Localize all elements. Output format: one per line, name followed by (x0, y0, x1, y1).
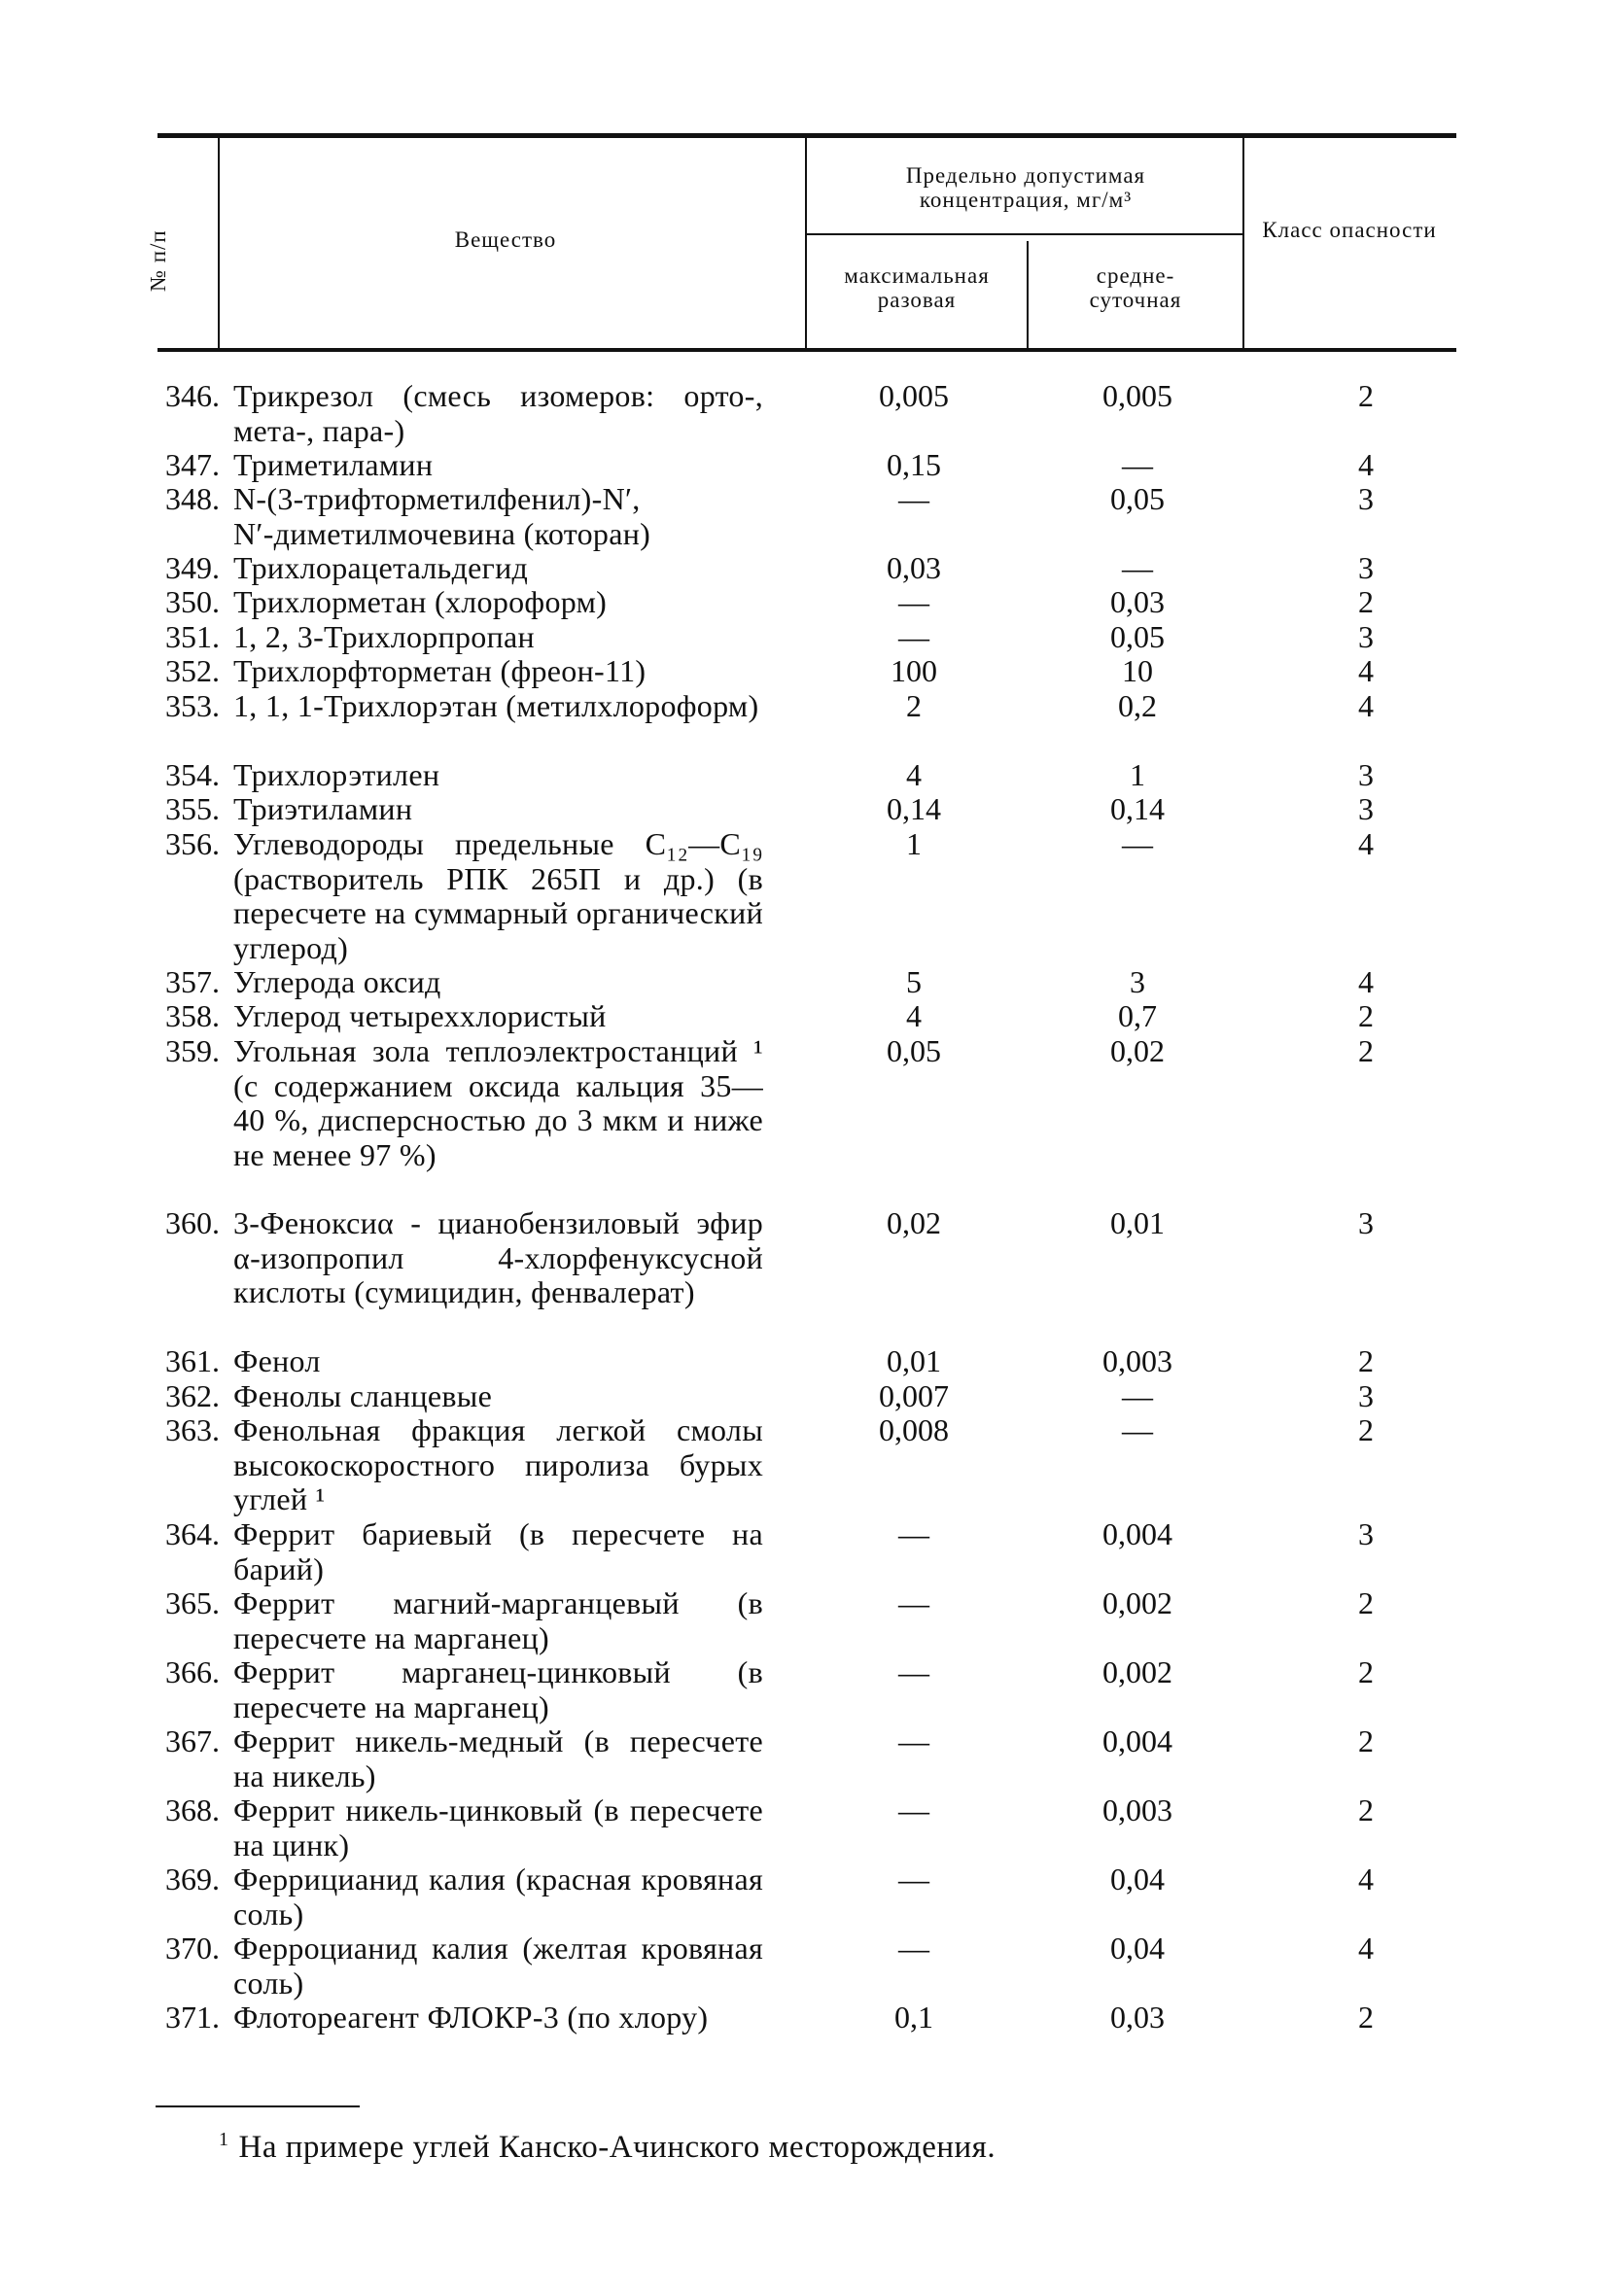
hazard-class: 2 (1358, 1343, 1374, 1378)
avg-value: — (1122, 1412, 1153, 1447)
max-value: 0,1 (894, 2000, 933, 2035)
max-value: — (898, 1516, 929, 1551)
pdk-subheader-rule (805, 233, 1242, 235)
hazard-class: 3 (1358, 1516, 1374, 1551)
hazard-class: 4 (1358, 688, 1374, 723)
max-value: — (898, 1585, 929, 1620)
avg-value: 0,002 (1102, 1585, 1172, 1620)
substance-name: Углеводороды предельные C₁₂—C₁₉ (растворитель РПК 265П и др.) (в пересчете на суммарный органический углерод) (233, 826, 763, 965)
avg-value: 0,03 (1110, 2000, 1165, 2035)
hazard-class: 3 (1358, 1205, 1374, 1240)
row-number: 351. (165, 619, 220, 654)
row-number: 359. (165, 1033, 220, 1068)
avg-value: — (1122, 550, 1153, 585)
hazard-class: 3 (1358, 757, 1374, 792)
row-number: 357. (165, 964, 220, 999)
substance-name: Фенол (233, 1343, 321, 1378)
row-number: 364. (165, 1516, 220, 1551)
header-divider-4 (1242, 138, 1244, 348)
avg-value: 0,04 (1110, 1861, 1165, 1896)
avg-value: 0,05 (1110, 481, 1165, 516)
hazard-class: 2 (1358, 998, 1374, 1033)
max-value: 5 (906, 964, 922, 999)
row-number: 368. (165, 1792, 220, 1827)
max-value: 0,15 (887, 447, 941, 482)
hazard-class: 3 (1358, 1378, 1374, 1413)
avg-value: — (1122, 826, 1153, 861)
avg-value: 0,005 (1102, 378, 1172, 413)
max-value: 4 (906, 998, 922, 1033)
header-divider-2 (805, 138, 807, 348)
substance-column-header: Вещество (454, 227, 557, 252)
substance-name: Флотореагент ФЛОКР-3 (по хлору) (233, 2000, 709, 2035)
row-number: 360. (165, 1205, 220, 1240)
max-value: — (898, 1792, 929, 1827)
footnote-rule (156, 2105, 360, 2107)
max-value: — (898, 481, 929, 516)
row-number: 354. (165, 757, 220, 792)
row-number: 362. (165, 1378, 220, 1413)
avg-value: 0,7 (1118, 998, 1157, 1033)
avg-value: — (1122, 447, 1153, 482)
hazard-class: 3 (1358, 481, 1374, 516)
max-value: 0,008 (879, 1412, 949, 1447)
max-value: — (898, 619, 929, 654)
max-value: — (898, 1861, 929, 1896)
row-number: 358. (165, 998, 220, 1033)
row-number: 347. (165, 447, 220, 482)
max-value: 0,02 (887, 1205, 941, 1240)
substance-name: Триметиламин (233, 447, 434, 482)
row-number: 361. (165, 1343, 220, 1378)
number-column-header: № п/п (146, 229, 170, 292)
footnote-mark: 1 (219, 2129, 229, 2150)
footnote (219, 2129, 996, 2166)
hazard-class: 2 (1358, 584, 1374, 619)
avg-value: 0,01 (1110, 1205, 1165, 1240)
hazard-class: 2 (1358, 378, 1374, 413)
row-number: 365. (165, 1585, 220, 1620)
max-value: 0,05 (887, 1033, 941, 1068)
substance-name: Триэтиламин (233, 791, 413, 826)
row-number: 363. (165, 1412, 220, 1447)
hazard-class: 4 (1358, 1931, 1374, 1966)
avg-value: 3 (1130, 964, 1145, 999)
max-value: 0,14 (887, 791, 941, 826)
header-bottom-rule (157, 348, 1456, 352)
max-value: 2 (906, 688, 922, 723)
avg-value: 0,14 (1110, 791, 1165, 826)
substance-name: Углерод четыреххлористый (233, 998, 607, 1033)
avg-value: 0,003 (1102, 1343, 1172, 1378)
pdk-group-header: Предельно допустимая концентрация, мг/м³ (905, 163, 1146, 212)
avg-value: 0,003 (1102, 1792, 1172, 1827)
substance-name: Трихлорэтилен (233, 757, 440, 792)
avg-value: 0,004 (1102, 1723, 1172, 1758)
hazard-class: 4 (1358, 1861, 1374, 1896)
hazard-class: 3 (1358, 791, 1374, 826)
hazard-class: 2 (1358, 1585, 1374, 1620)
hazard-class: 2 (1358, 1792, 1374, 1827)
substance-name: Феррит никель-медный (в пересчете на никель) (233, 1723, 763, 1793)
avg-value: 1 (1130, 757, 1145, 792)
substance-name: Углерода оксид (233, 964, 441, 999)
avg-value: 0,05 (1110, 619, 1165, 654)
avg-value: 0,002 (1102, 1654, 1172, 1689)
substance-name: Ферроцианид калия (желтая кровяная соль) (233, 1931, 763, 2000)
row-number: 366. (165, 1654, 220, 1689)
avg-value: 0,2 (1118, 688, 1157, 723)
footnote-text: На примере углей Канско-Ачинского месторождения. (238, 2130, 996, 2165)
header-divider-3 (1027, 241, 1029, 348)
max-value: — (898, 1723, 929, 1758)
row-number: 350. (165, 584, 220, 619)
substance-name: Феррицианид калия (красная кровяная соль) (233, 1861, 763, 1931)
substance-name: Феррит никель-цинковый (в пересчете на цинк) (233, 1792, 763, 1862)
row-number: 346. (165, 378, 220, 413)
max-value: — (898, 1931, 929, 1966)
hazard-class: 4 (1358, 964, 1374, 999)
substance-name: Фенолы сланцевые (233, 1378, 493, 1413)
hazard-class: 4 (1358, 826, 1374, 861)
substance-name: Трихлорфторметан (фреон-11) (233, 653, 647, 688)
max-value: 1 (906, 826, 922, 861)
row-number: 369. (165, 1861, 220, 1896)
substance-name: Феррит бариевый (в пересчете на барий) (233, 1516, 763, 1586)
substance-name: Фенольная фракция легкой смолы высокоскоростного пиролиза бурых углей ¹ (233, 1412, 763, 1516)
avg-value: 10 (1122, 653, 1153, 688)
table-top-rule (157, 133, 1456, 138)
substance-name: Трихлорацетальдегид (233, 550, 529, 585)
substance-name: N-(3-трифторметилфенил)-N′, N′-диметилмочевина (которан) (233, 481, 651, 551)
max-value: 4 (906, 757, 922, 792)
max-value: 0,005 (879, 378, 949, 413)
substance-name: Феррит марганец-цинковый (в пересчете на марганец) (233, 1654, 763, 1724)
row-number: 367. (165, 1723, 220, 1758)
avg-value: 0,03 (1110, 584, 1165, 619)
row-number: 356. (165, 826, 220, 861)
hazard-class: 4 (1358, 653, 1374, 688)
class-column-header: Класс опасности (1262, 218, 1437, 242)
max-value: 0,03 (887, 550, 941, 585)
max-value: — (898, 1654, 929, 1689)
avg-value: 0,02 (1110, 1033, 1165, 1068)
substance-name: Трикрезол (смесь изомеров: орто-, мета-, пара-) (233, 378, 763, 448)
avg-value: 0,004 (1102, 1516, 1172, 1551)
hazard-class: 2 (1358, 1654, 1374, 1689)
hazard-class: 3 (1358, 619, 1374, 654)
row-number: 349. (165, 550, 220, 585)
row-number: 348. (165, 481, 220, 516)
max-value: 0,01 (887, 1343, 941, 1378)
hazard-class: 2 (1358, 2000, 1374, 2035)
substance-name: 1, 1, 1-Трихлорэтан (метилхлороформ) (233, 688, 759, 723)
hazard-class: 2 (1358, 1412, 1374, 1447)
avg-value: — (1122, 1378, 1153, 1413)
substance-name: Трихлорметан (хлороформ) (233, 584, 608, 619)
max-value: 0,007 (879, 1378, 949, 1413)
max-value: 100 (891, 653, 937, 688)
row-number: 355. (165, 791, 220, 826)
substance-name: Феррит магний-марганцевый (в пересчете на марганец) (233, 1585, 763, 1655)
row-number: 371. (165, 2000, 220, 2035)
hazard-class: 2 (1358, 1723, 1374, 1758)
row-number: 370. (165, 1931, 220, 1966)
max-column-header: максимальная разовая (844, 263, 990, 312)
substance-name: 1, 2, 3-Трихлорпропан (233, 619, 535, 654)
max-value: — (898, 584, 929, 619)
avg-column-header: средне-суточная (1089, 263, 1182, 312)
header-divider-1 (218, 138, 220, 348)
avg-value: 0,04 (1110, 1931, 1165, 1966)
hazard-class: 4 (1358, 447, 1374, 482)
hazard-class: 2 (1358, 1033, 1374, 1068)
substance-name: 3-Феноксиα - цианобензиловый эфир α-изопропил 4-хлорфенуксусной кислоты (сумицидин, фенвалерат) (233, 1205, 763, 1309)
row-number: 353. (165, 688, 220, 723)
substance-name: Угольная зола теплоэлектростанций ¹ (с содержанием оксида кальция 35—40 %, дисперсностью до 3 мкм и ниже не менее 97 %) (233, 1033, 763, 1172)
hazard-class: 3 (1358, 550, 1374, 585)
row-number: 352. (165, 653, 220, 688)
